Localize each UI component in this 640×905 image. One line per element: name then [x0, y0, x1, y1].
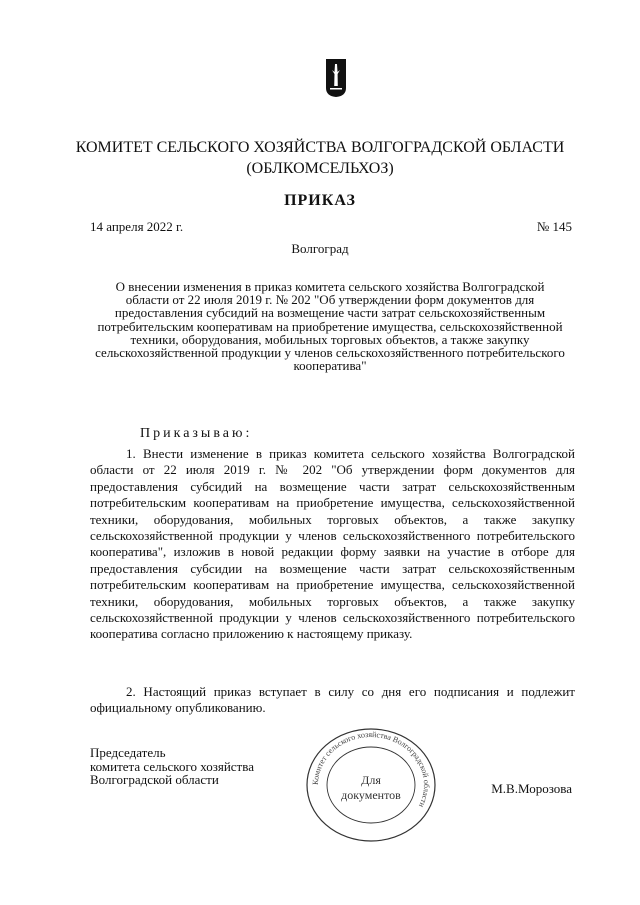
paragraph-2: 2. Настоящий приказ вступает в силу со дня его подписания и подлежит официальному опубликованию.	[90, 684, 575, 716]
signatory-title-line3: Волгоградской области	[90, 772, 219, 787]
signatory-title	[90, 746, 254, 787]
org-name-line1: КОМИТЕТ СЕЛЬСКОГО ХОЗЯЙСТВА ВОЛГОГРАДСКОЙ ОБЛАСТИ	[75, 139, 565, 156]
doc-subject: О внесении изменения в приказ комитета сельского хозяйства Волгоградской области от 22 июля 2019 г. № 202 "Об утверждении форм документов для предоставления субсидий на возмещение части затрат сельскохозяйственным потребительским кооперативам на приобретение имущества, сельскохозяйственной техники, оборудования, мобильных торговых объектов, а также закупку сельскохозяйственной продукции у членов сельскохозяйственного потребительского кооператива"	[95, 279, 565, 374]
coat-of-arms-icon	[325, 58, 347, 98]
stamp-center-line2: документов	[341, 788, 401, 802]
paragraph-1: 1. Внести изменение в приказ комитета сельского хозяйства Волгоградской области от 22 июля 2019 г. № 202 "Об утверждении форм документов для предоставления субсидий на возмещение части затрат сельскохозяйственным потребительским кооперативам на приобретение имущества, сельскохозяйственной техники, оборудования, мобильных торговых объектов, а также закупку сельскохозяйственной продукции у членов сельскохозяйственного потребительского кооператива", изложив в новой редакции форму заявки на участие в отборе для предоставления субсидии на возмещение части затрат сельскохозяйственным потребительским кооперативам на приобретение имущества, сельскохозяйственной техники, оборудования, мобильных торговых объектов, а также закупку сельскохозяйственной продукции у членов сельскохозяйственного потребительского кооператива согласно приложению к настоящему приказу.	[90, 446, 575, 642]
official-stamp	[303, 726, 439, 844]
doc-number: № 145	[536, 219, 572, 234]
order-keyword: Приказываю:	[140, 426, 253, 441]
signatory-name: М.В.Морозова	[491, 781, 572, 796]
doc-type-title: ПРИКАЗ	[284, 192, 356, 209]
stamp-center-line1: Для	[361, 773, 381, 787]
stamp-ring-text: Комитет сельского хозяйства Волгоградской области	[310, 729, 432, 809]
org-name-line2: (ОБЛКОМСЕЛЬХОЗ)	[246, 160, 394, 177]
signatory-title-line2: комитета сельского хозяйства	[90, 758, 254, 774]
signatory-title-line1: Председатель	[90, 745, 166, 760]
doc-date: 14 апреля 2022 г.	[90, 219, 184, 234]
doc-city: Волгоград	[291, 241, 349, 256]
